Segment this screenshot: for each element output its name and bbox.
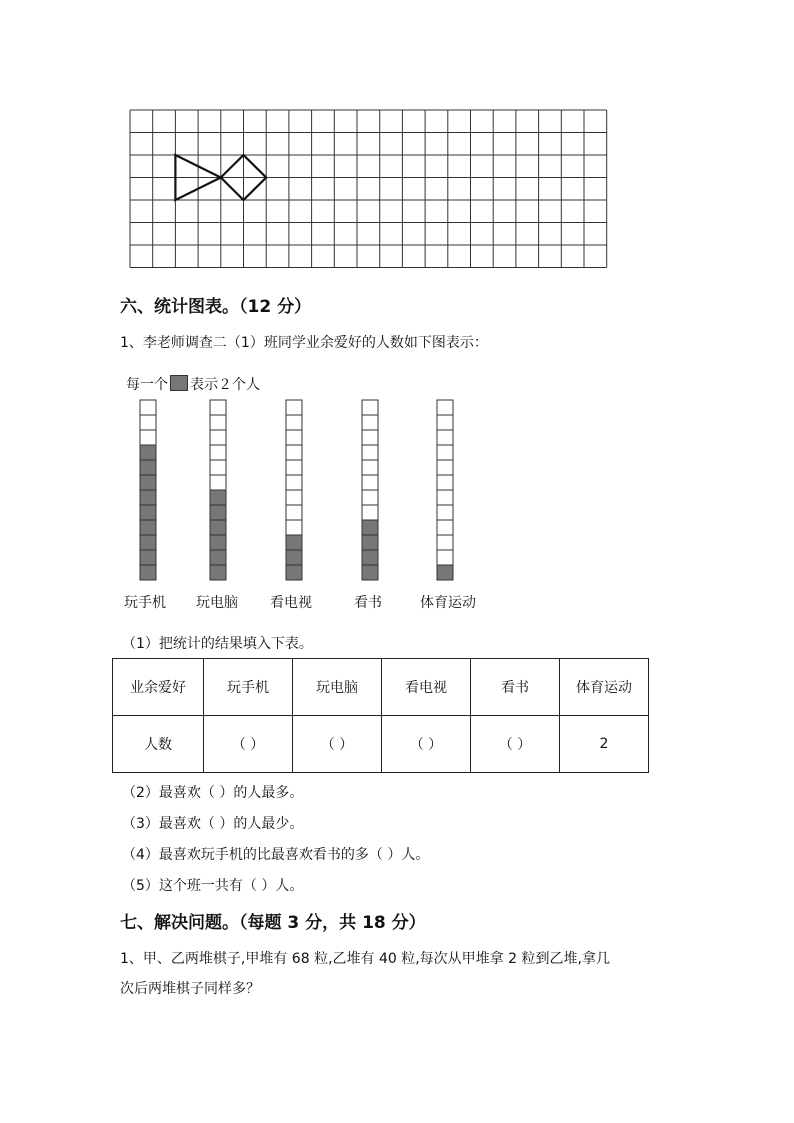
empty-box: [210, 400, 226, 415]
filled-box: [140, 475, 156, 490]
filled-box: [286, 565, 302, 580]
filled-box: [140, 460, 156, 475]
filled-box: [362, 535, 378, 550]
table-cell: 看电视: [382, 659, 471, 716]
category-label: 玩手机: [124, 595, 166, 611]
filled-box: [140, 505, 156, 520]
sub-question-3: （3）最喜欢（ ）的人最少。: [122, 816, 304, 832]
empty-box: [362, 445, 378, 460]
empty-box: [437, 400, 453, 415]
table-cell: 业余爱好: [113, 659, 204, 716]
filled-box: [210, 505, 226, 520]
filled-box: [210, 520, 226, 535]
empty-box: [362, 430, 378, 445]
empty-box: [210, 415, 226, 430]
sub-question-5: （5）这个班一共有（ ）人。: [122, 878, 304, 894]
empty-box: [437, 535, 453, 550]
empty-box: [286, 490, 302, 505]
empty-box: [437, 460, 453, 475]
filled-box: [140, 550, 156, 565]
table-cell: 体育运动: [560, 659, 649, 716]
table-cell: 看书: [471, 659, 560, 716]
category-label: 体育运动: [420, 595, 476, 611]
empty-box: [437, 430, 453, 445]
empty-box: [140, 415, 156, 430]
filled-box: [286, 550, 302, 565]
empty-box: [286, 505, 302, 520]
empty-box: [210, 430, 226, 445]
filled-box: [210, 565, 226, 580]
filled-box: [437, 565, 453, 580]
section-7-title: 七、解决问题。（每题 3 分，共 18 分）: [120, 913, 426, 933]
sub-question-4: （4）最喜欢玩手机的比最喜欢看书的多（ ）人。: [122, 847, 430, 863]
filled-box: [140, 565, 156, 580]
table-cell: 人数: [113, 716, 204, 773]
filled-box: [286, 535, 302, 550]
filled-box: [140, 535, 156, 550]
filled-box: [362, 550, 378, 565]
filled-box: [362, 565, 378, 580]
empty-box: [286, 520, 302, 535]
legend-box-icon: [170, 375, 188, 391]
empty-box: [437, 520, 453, 535]
filled-box: [210, 550, 226, 565]
category-label: 看书: [354, 595, 382, 611]
empty-box: [437, 475, 453, 490]
category-label: 玩电脑: [196, 595, 238, 611]
empty-box: [437, 505, 453, 520]
empty-box: [437, 415, 453, 430]
question-1-intro: 1、李老师调查二（1）班同学业余爱好的人数如下图表示：: [120, 335, 488, 351]
answer-blank[interactable]: （ ）: [382, 716, 471, 773]
empty-box: [140, 430, 156, 445]
result-table: [112, 658, 649, 773]
empty-box: [286, 415, 302, 430]
filled-box: [140, 445, 156, 460]
problem-1-line-1: 1、甲、乙两堆棋子,甲堆有 68 粒,乙堆有 40 粒,每次从甲堆拿 2 粒到乙堆,拿几: [120, 951, 610, 967]
sub-question-2: （2）最喜欢（ ）的人最多。: [122, 785, 304, 801]
empty-box: [210, 460, 226, 475]
filled-box: [210, 490, 226, 505]
hobby-pictograph-chart: [110, 395, 530, 625]
answer-blank[interactable]: （ ）: [293, 716, 382, 773]
empty-box: [362, 415, 378, 430]
legend-prefix: 每一个: [126, 377, 168, 393]
table-cell: 玩手机: [204, 659, 293, 716]
chart-legend: [126, 374, 260, 394]
empty-box: [362, 490, 378, 505]
problem-1-line-2: 次后两堆棋子同样多？: [120, 981, 260, 997]
empty-box: [362, 475, 378, 490]
empty-box: [210, 475, 226, 490]
empty-box: [286, 445, 302, 460]
section-6-title: 六、统计图表。（12 分）: [120, 297, 312, 317]
empty-box: [437, 445, 453, 460]
empty-box: [362, 460, 378, 475]
empty-box: [286, 475, 302, 490]
empty-box: [140, 400, 156, 415]
empty-box: [286, 430, 302, 445]
empty-box: [362, 505, 378, 520]
table-row: [113, 716, 649, 773]
filled-box: [140, 520, 156, 535]
filled-box: [140, 490, 156, 505]
empty-box: [286, 460, 302, 475]
filled-box: [362, 520, 378, 535]
empty-box: [210, 445, 226, 460]
filled-box: [210, 535, 226, 550]
empty-box: [362, 400, 378, 415]
empty-box: [437, 490, 453, 505]
grid-figure: [128, 108, 628, 278]
sub-question-1: （1）把统计的结果填入下表。: [122, 636, 313, 652]
table-cell: 玩电脑: [293, 659, 382, 716]
legend-suffix: 表示２个人: [190, 377, 260, 393]
empty-box: [286, 400, 302, 415]
category-label: 看电视: [270, 595, 312, 611]
answer-blank[interactable]: （ ）: [471, 716, 560, 773]
empty-box: [437, 550, 453, 565]
answer-blank[interactable]: （ ）: [204, 716, 293, 773]
table-cell: 2: [560, 716, 649, 773]
table-row: [113, 659, 649, 716]
